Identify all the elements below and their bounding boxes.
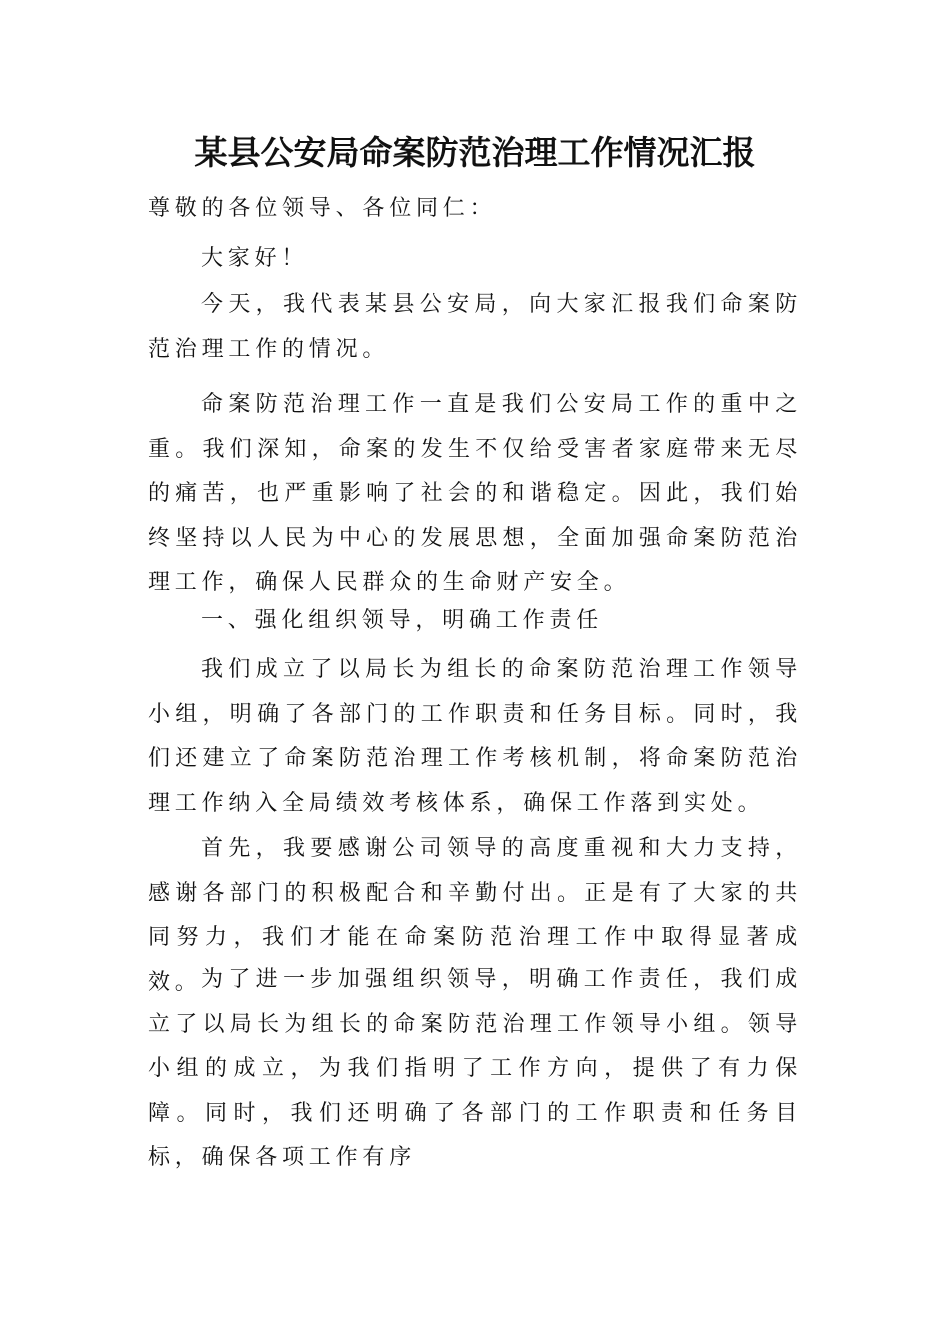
paragraph-greeting: 大家好！ bbox=[201, 246, 309, 271]
paragraph-leadership-group: 我们成立了以局长为组长的命案防范治理工作领导小组，明确了各部门的工作职责和任务目标。同时，我们还建立了命案防范治理工作考核机制，将命案防范治理工作纳入全局绩效考核体系，确保工作落到实处。 bbox=[148, 657, 802, 816]
section-heading-1: 一、强化组织领导，明确工作责任 bbox=[201, 608, 604, 633]
salutation: 尊敬的各位领导、各位同仁： bbox=[148, 196, 497, 221]
paragraph-intro: 今天，我代表某县公安局，向大家汇报我们命案防范治理工作的情况。 bbox=[148, 292, 802, 362]
paragraph-importance: 命案防范治理工作一直是我们公安局工作的重中之重。我们深知，命案的发生不仅给受害者家庭带来无尽的痛苦，也严重影响了社会的和谐稳定。因此，我们始终坚持以人民为中心的发展思想，全面加强命案防范治理工作，确保人民群众的生命财产安全。 bbox=[148, 392, 802, 595]
paragraph-responsibility: 为了进一步加强组织领导，明确工作责任，我们成立了以局长为组长的命案防范治理工作领导小组。领导小组的成立，为我们指明了工作方向，提供了有力保障。同时，我们还明确了各部门的工作职责和任务目标，确保各项工作有序 bbox=[148, 967, 802, 1170]
paragraph-thanks: 首先，我要感谢公司领导的高度重视和大力支持，感谢各部门的积极配合和辛勤付出。正是有了大家的共同努力，我们才能在命案防范治理工作中取得显著成效。 bbox=[148, 836, 802, 995]
document-title: 某县公安局命案防范治理工作情况汇报 bbox=[194, 133, 756, 172]
